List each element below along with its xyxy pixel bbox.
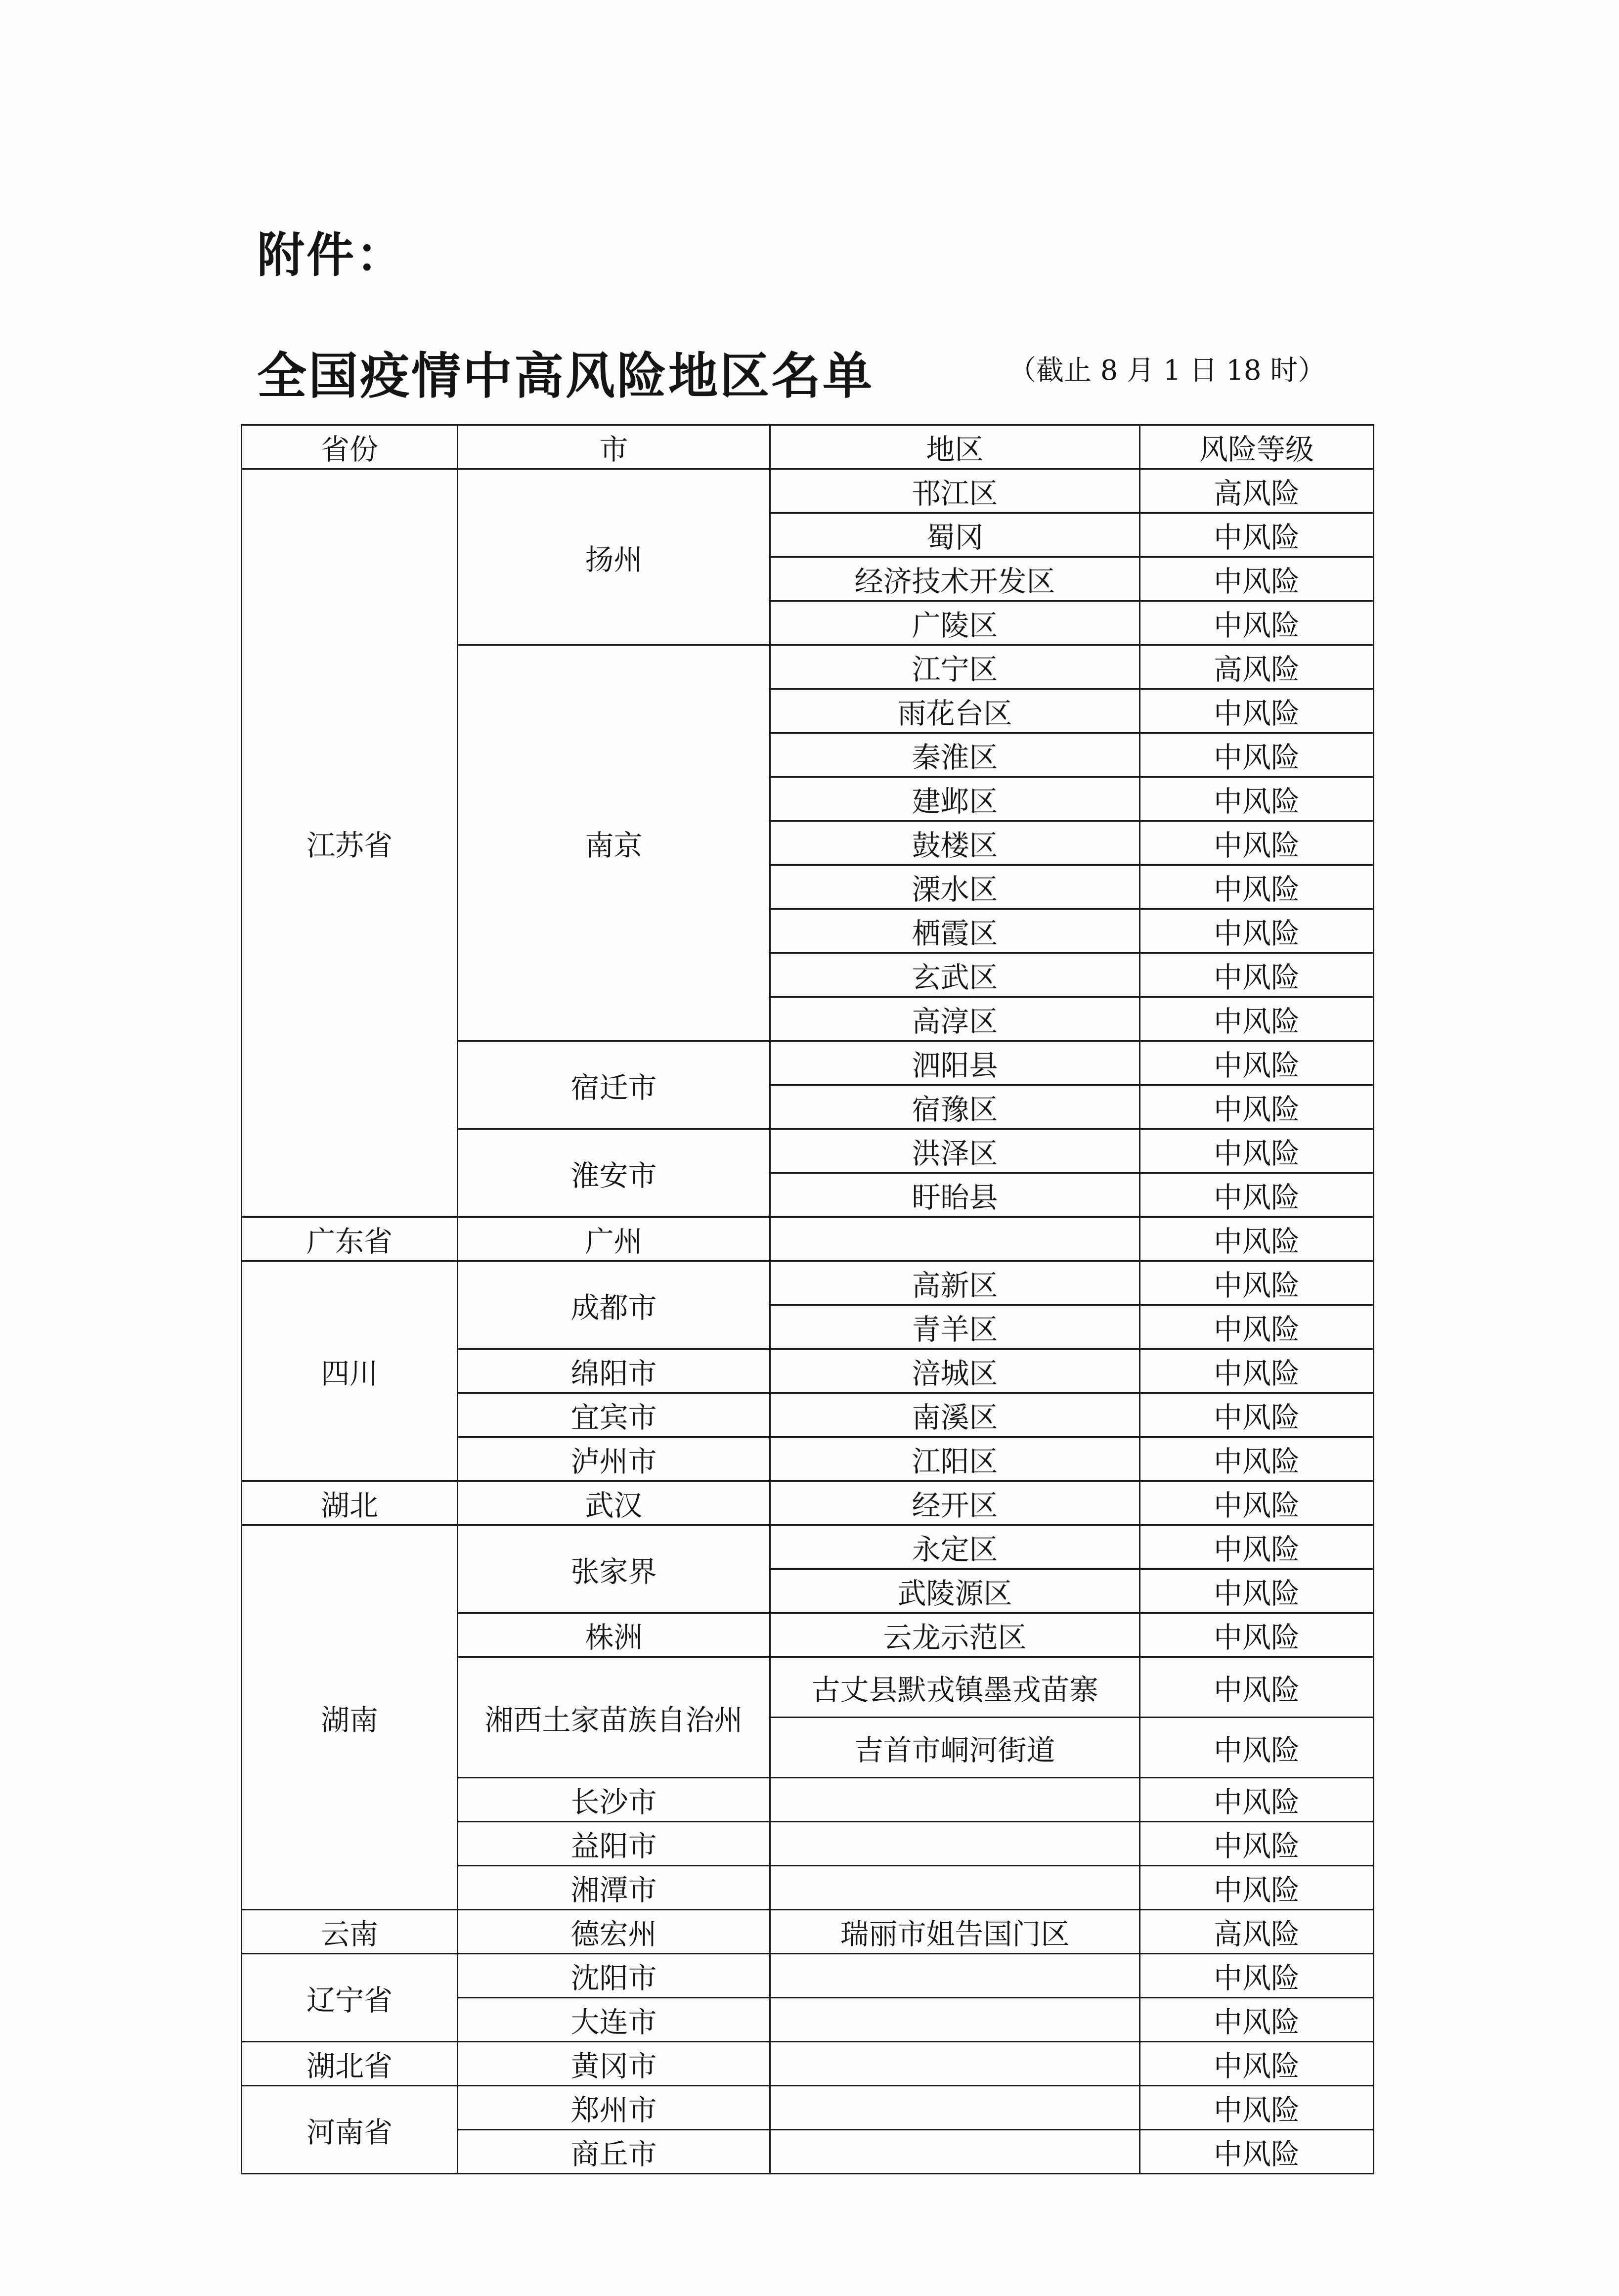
city-cell: 益阳市: [458, 1822, 770, 1866]
district-cell: [770, 2042, 1140, 2086]
risk-level-cell: 中风险: [1140, 997, 1374, 1041]
district-cell: 经开区: [770, 1481, 1140, 1525]
district-cell: 涪城区: [770, 1349, 1140, 1393]
risk-level-cell: 高风险: [1140, 469, 1374, 513]
district-cell: 盱眙县: [770, 1173, 1140, 1217]
province-cell: 湖南: [242, 1525, 458, 1910]
district-cell: 玄武区: [770, 953, 1140, 997]
district-cell: 广陵区: [770, 601, 1140, 645]
province-cell: 河南省: [242, 2086, 458, 2174]
risk-level-cell: 中风险: [1140, 1954, 1374, 1998]
city-cell: 张家界: [458, 1525, 770, 1613]
city-cell: 宜宾市: [458, 1393, 770, 1437]
table-row: [242, 1261, 1374, 1305]
risk-level-cell: 中风险: [1140, 1866, 1374, 1910]
attachment-label: 附件：: [257, 227, 405, 283]
risk-level-cell: 中风险: [1140, 1657, 1374, 1718]
city-cell: 成都市: [458, 1261, 770, 1349]
district-cell: 南溪区: [770, 1393, 1140, 1437]
risk-level-cell: 中风险: [1140, 1085, 1374, 1129]
risk-level-cell: 中风险: [1140, 821, 1374, 865]
city-cell: 郑州市: [458, 2086, 770, 2130]
district-cell: 高淳区: [770, 997, 1140, 1041]
city-cell: 扬州: [458, 469, 770, 645]
table-row: [242, 1954, 1374, 1998]
risk-level-cell: 中风险: [1140, 1217, 1374, 1261]
city-cell: 长沙市: [458, 1778, 770, 1822]
risk-level-cell: 高风险: [1140, 1910, 1374, 1954]
city-cell: 德宏州: [458, 1910, 770, 1954]
risk-level-cell: 中风险: [1140, 1613, 1374, 1657]
city-cell: 武汉: [458, 1481, 770, 1525]
district-cell: [770, 1866, 1140, 1910]
header-province: 省份: [242, 425, 458, 469]
risk-level-cell: 中风险: [1140, 1129, 1374, 1173]
province-cell: 湖北: [242, 1481, 458, 1525]
city-cell: 沈阳市: [458, 1954, 770, 1998]
document-title: 全国疫情中高风险地区名单: [257, 347, 874, 405]
city-cell: 湘西土家苗族自治州: [458, 1657, 770, 1778]
risk-level-cell: 中风险: [1140, 1349, 1374, 1393]
deadline-note: （截止 8 月 1 日 18 时）: [1008, 354, 1326, 387]
district-cell: 永定区: [770, 1525, 1140, 1569]
risk-level-cell: 中风险: [1140, 689, 1374, 733]
risk-level-cell: 高风险: [1140, 645, 1374, 689]
district-cell: 青羊区: [770, 1305, 1140, 1349]
risk-level-cell: 中风险: [1140, 513, 1374, 557]
risk-level-cell: 中风险: [1140, 1041, 1374, 1085]
district-cell: 云龙示范区: [770, 1613, 1140, 1657]
city-cell: 广州: [458, 1217, 770, 1261]
table-row: [242, 1910, 1374, 1954]
city-cell: 绵阳市: [458, 1349, 770, 1393]
district-cell: 鼓楼区: [770, 821, 1140, 865]
city-cell: 湘潭市: [458, 1866, 770, 1910]
district-cell: 武陵源区: [770, 1569, 1140, 1613]
risk-level-cell: 中风险: [1140, 1569, 1374, 1613]
city-cell: 宿迁市: [458, 1041, 770, 1129]
risk-level-cell: 中风险: [1140, 733, 1374, 777]
province-cell: 广东省: [242, 1217, 458, 1261]
table-row: [242, 469, 1374, 513]
district-cell: 栖霞区: [770, 909, 1140, 953]
district-cell: 泗阳县: [770, 1041, 1140, 1085]
table-row: [242, 1481, 1374, 1525]
district-cell: 宿豫区: [770, 1085, 1140, 1129]
district-cell: [770, 1822, 1140, 1866]
table-row: [242, 2086, 1374, 2130]
header-city: 市: [458, 425, 770, 469]
risk-level-cell: 中风险: [1140, 1261, 1374, 1305]
risk-level-cell: 中风险: [1140, 1393, 1374, 1437]
risk-level-cell: 中风险: [1140, 1481, 1374, 1525]
city-cell: 黄冈市: [458, 2042, 770, 2086]
city-cell: 大连市: [458, 1998, 770, 2042]
risk-level-cell: 中风险: [1140, 1305, 1374, 1349]
district-cell: [770, 1998, 1140, 2042]
district-cell: 建邺区: [770, 777, 1140, 821]
district-cell: 江宁区: [770, 645, 1140, 689]
risk-area-table: [241, 424, 1374, 2174]
risk-level-cell: 中风险: [1140, 1718, 1374, 1778]
risk-level-cell: 中风险: [1140, 865, 1374, 909]
header-risk-level: 风险等级: [1140, 425, 1374, 469]
header-district: 地区: [770, 425, 1140, 469]
district-cell: [770, 1778, 1140, 1822]
risk-level-cell: 中风险: [1140, 557, 1374, 601]
district-cell: [770, 2130, 1140, 2174]
risk-level-cell: 中风险: [1140, 2042, 1374, 2086]
table-header-row: [242, 425, 1374, 469]
district-cell: [770, 1954, 1140, 1998]
province-cell: 辽宁省: [242, 1954, 458, 2042]
risk-level-cell: 中风险: [1140, 909, 1374, 953]
province-cell: 湖北省: [242, 2042, 458, 2086]
district-cell: 瑞丽市姐告国门区: [770, 1910, 1140, 1954]
risk-level-cell: 中风险: [1140, 2086, 1374, 2130]
district-cell: 邗江区: [770, 469, 1140, 513]
district-cell: 古丈县默戎镇墨戎苗寨: [770, 1657, 1140, 1718]
district-cell: 经济技术开发区: [770, 557, 1140, 601]
province-cell: 云南: [242, 1910, 458, 1954]
city-cell: 株洲: [458, 1613, 770, 1657]
district-cell: 秦淮区: [770, 733, 1140, 777]
district-cell: 高新区: [770, 1261, 1140, 1305]
city-cell: 商丘市: [458, 2130, 770, 2174]
risk-level-cell: 中风险: [1140, 1173, 1374, 1217]
risk-level-cell: 中风险: [1140, 1525, 1374, 1569]
district-cell: 吉首市峒河街道: [770, 1718, 1140, 1778]
city-cell: 淮安市: [458, 1129, 770, 1217]
risk-level-cell: 中风险: [1140, 1822, 1374, 1866]
risk-level-cell: 中风险: [1140, 777, 1374, 821]
province-cell: 四川: [242, 1261, 458, 1481]
risk-level-cell: 中风险: [1140, 2130, 1374, 2174]
table-row: [242, 2042, 1374, 2086]
risk-level-cell: 中风险: [1140, 1778, 1374, 1822]
city-cell: 南京: [458, 645, 770, 1041]
risk-level-cell: 中风险: [1140, 953, 1374, 997]
city-cell: 泸州市: [458, 1437, 770, 1481]
district-cell: 江阳区: [770, 1437, 1140, 1481]
district-cell: 洪泽区: [770, 1129, 1140, 1173]
district-cell: [770, 2086, 1140, 2130]
risk-level-cell: 中风险: [1140, 601, 1374, 645]
table-row: [242, 1217, 1374, 1261]
risk-level-cell: 中风险: [1140, 1998, 1374, 2042]
province-cell: 江苏省: [242, 469, 458, 1217]
risk-level-cell: 中风险: [1140, 1437, 1374, 1481]
district-cell: [770, 1217, 1140, 1261]
table-row: [242, 1525, 1374, 1569]
district-cell: 溧水区: [770, 865, 1140, 909]
district-cell: 雨花台区: [770, 689, 1140, 733]
district-cell: 蜀冈: [770, 513, 1140, 557]
